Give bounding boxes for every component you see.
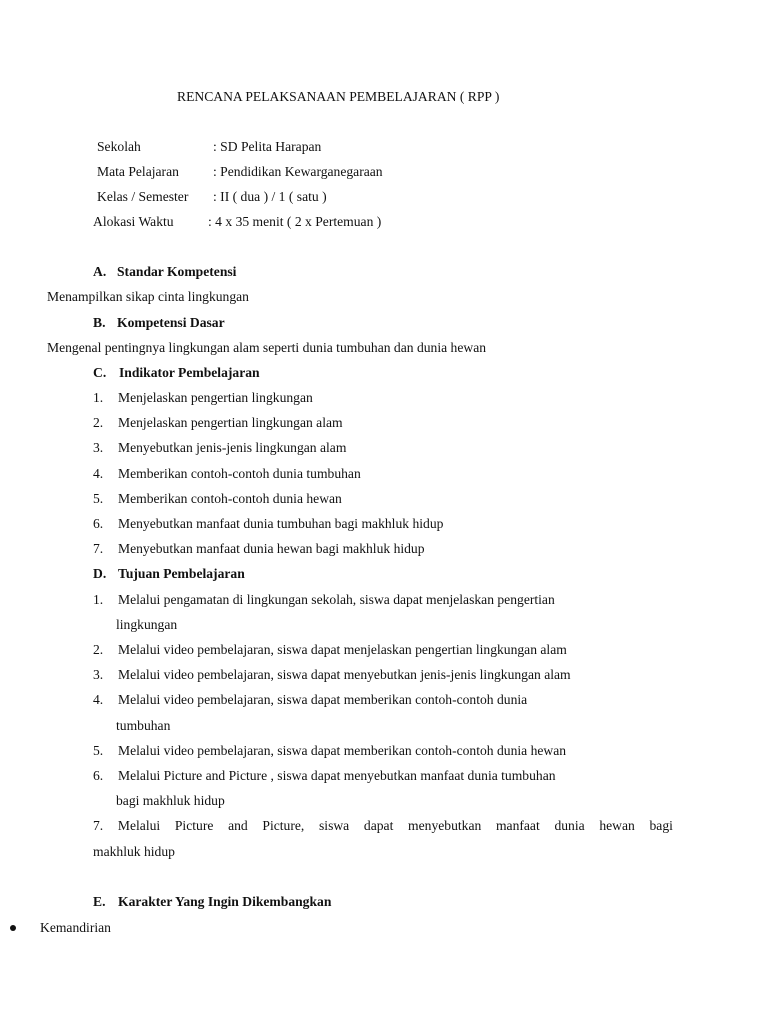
section-c-marker: C. (93, 365, 107, 380)
objective-text: Melalui video pembelajaran, siswa dapat menjelaskan pengertian lingkungan alam (118, 642, 567, 657)
class-semester-label: Kelas / Semester (97, 189, 189, 204)
indicator-number: 5. (93, 491, 104, 506)
time-allocation-label: Alokasi Waktu (93, 214, 174, 229)
objective-text-continuation: makhluk hidup (93, 844, 175, 859)
objective-text: Melalui Picture and Picture , siswa dapat menyebutkan manfaat dunia tumbuhan (118, 768, 556, 783)
indicator-text: Menjelaskan pengertian lingkungan (118, 390, 313, 405)
objective-number: 5. (93, 743, 104, 758)
indicator-text: Memberikan contoh-contoh dunia tumbuhan (118, 466, 361, 481)
indicator-text: Memberikan contoh-contoh dunia hewan (118, 491, 342, 506)
objective-text: Melalui pengamatan di lingkungan sekolah, siswa dapat menjelaskan pengertian (118, 592, 555, 607)
indicator-number: 2. (93, 415, 104, 430)
objective-word: siswa (319, 818, 350, 833)
objective-number: 6. (93, 768, 104, 783)
class-semester-value: : II ( dua ) / 1 ( satu ) (213, 189, 327, 204)
subject-value: : Pendidikan Kewarganegaraan (213, 164, 383, 179)
section-b-marker: B. (93, 315, 106, 330)
objective-word: dunia (554, 818, 585, 833)
objective-number: 3. (93, 667, 104, 682)
section-b-body: Mengenal pentingnya lingkungan alam seperti dunia tumbuhan dan dunia hewan (47, 340, 487, 355)
objective-number: 7. (93, 818, 104, 833)
section-a-marker: A. (93, 264, 107, 279)
objective-number: 4. (93, 692, 104, 707)
objective-text: Melalui video pembelajaran, siswa dapat memberikan contoh-contoh dunia (118, 692, 528, 707)
objective-word: dapat (363, 818, 394, 833)
objective-word: Picture, (262, 818, 305, 833)
indicator-number: 7. (93, 541, 104, 556)
indicator-number: 1. (93, 390, 104, 405)
objective-text-continuation: bagi makhluk hidup (116, 793, 225, 808)
objective-word: hewan (599, 818, 635, 833)
objective-word: Melalui (117, 818, 161, 833)
section-e-marker: E. (93, 894, 106, 909)
indicator-number: 3. (93, 440, 104, 455)
objective-text-continuation: tumbuhan (116, 718, 171, 733)
objective-text: Melalui video pembelajaran, siswa dapat menyebutkan jenis-jenis lingkungan alam (118, 667, 571, 682)
indicator-number: 6. (93, 516, 104, 531)
section-c-heading: Indikator Pembelajaran (119, 365, 260, 380)
objective-text: Melalui video pembelajaran, siswa dapat memberikan contoh-contoh dunia hewan (118, 743, 567, 758)
section-d-marker: D. (93, 566, 107, 581)
section-d-heading: Tujuan Pembelajaran (118, 566, 245, 581)
time-allocation-value: : 4 x 35 menit ( 2 x Pertemuan ) (208, 214, 382, 229)
document-title: RENCANA PELAKSANAAN PEMBELAJARAN ( RPP ) (177, 89, 500, 104)
objective-number: 1. (93, 592, 104, 607)
indicator-text: Menyebutkan jenis-jenis lingkungan alam (118, 440, 347, 455)
objective-word: menyebutkan (408, 818, 482, 833)
section-e-heading: Karakter Yang Ingin Dikembangkan (118, 894, 332, 909)
objective-number: 2. (93, 642, 104, 657)
objective-word: bagi (649, 818, 673, 833)
indicator-text: Menyebutkan manfaat dunia hewan bagi makhluk hidup (118, 541, 425, 556)
objective-word: and (228, 818, 248, 833)
indicator-text: Menyebutkan manfaat dunia tumbuhan bagi makhluk hidup (118, 516, 444, 531)
character-item: Kemandirian (40, 920, 111, 935)
bullet-icon (10, 925, 16, 931)
objective-word: Picture (174, 818, 214, 833)
section-b-heading: Kompetensi Dasar (117, 315, 225, 330)
school-label: Sekolah (97, 139, 141, 154)
section-a-body: Menampilkan sikap cinta lingkungan (47, 289, 249, 304)
objective-7-line (93, 819, 673, 833)
section-a-heading: Standar Kompetensi (117, 264, 237, 279)
indicator-text: Menjelaskan pengertian lingkungan alam (118, 415, 343, 430)
school-value: : SD Pelita Harapan (213, 139, 322, 154)
objective-word: manfaat (495, 818, 540, 833)
subject-label: Mata Pelajaran (97, 164, 179, 179)
indicator-number: 4. (93, 466, 104, 481)
objective-text-continuation: lingkungan (116, 617, 178, 632)
